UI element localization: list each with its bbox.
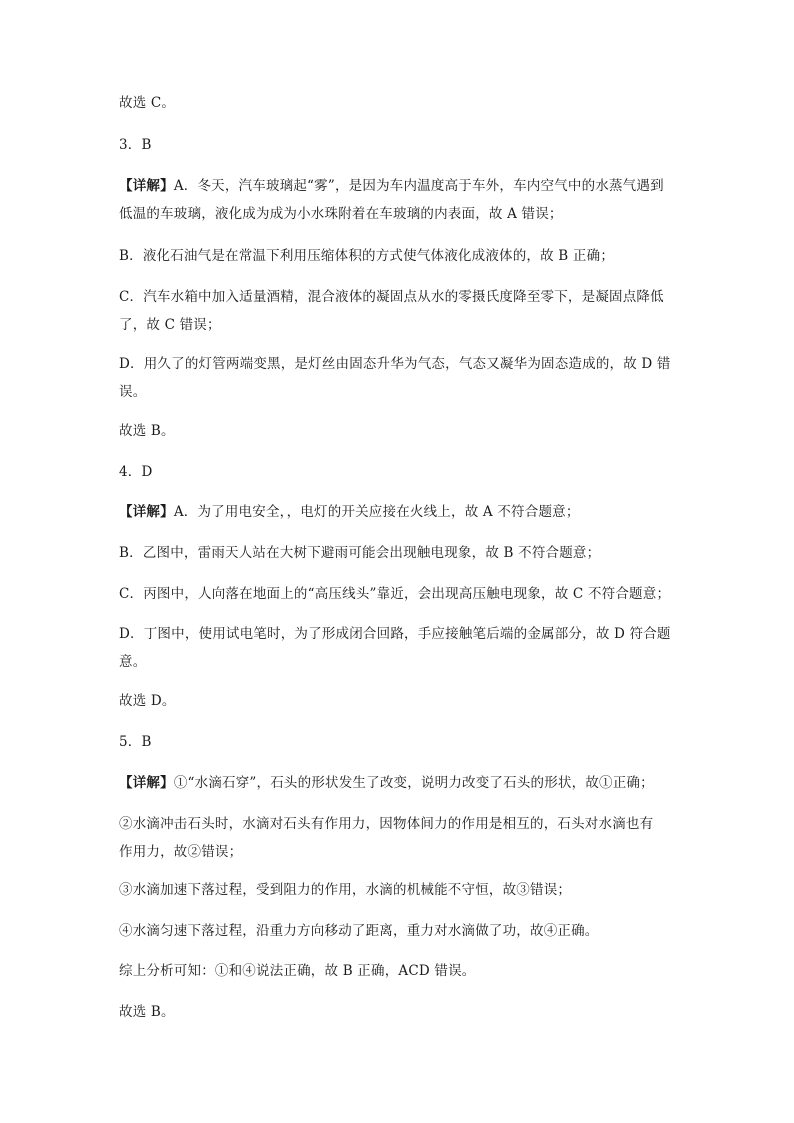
answer-heading: 4．D <box>119 464 153 480</box>
summary-paragraph: 综上分析可知：①和④说法正确，故 B 正确，ACD 错误。 <box>119 963 476 979</box>
explanation-paragraph: 【详解】①“水滴石穿”，石头的形状发生了改变，说明力改变了石头的形状，故①正确； <box>119 775 654 791</box>
analysis-paragraph: ③水滴加速下落过程，受到阻力的作用，水滴的机械能不守恒，故③错误； <box>119 882 572 898</box>
conclusion-line: 故选 B。 <box>119 423 175 439</box>
answer-heading: 3．B <box>119 137 152 153</box>
explanation-paragraph: 【详解】A．为了用电安全，，电灯的开关应接在火线上，故 A 不符合题意； <box>119 504 580 520</box>
option-paragraph: C．丙图中，人向落在地面上的“高压线头”靠近，会出现高压触电现象，故 C 不符合题意； <box>119 586 671 602</box>
option-paragraph: B．乙图中，雷雨天人站在大树下避雨可能会出现触电现象，故 B 不符合题意； <box>119 545 601 561</box>
conclusion-line: 故选 C。 <box>119 95 176 111</box>
detail-label: 【详解】 <box>119 178 174 194</box>
detail-label: 【详解】 <box>119 775 174 791</box>
conclusion-line: 故选 D。 <box>119 693 176 709</box>
option-paragraph: B．液化石油气是在常温下利用压缩体积的方式使气体液化成液体的，故 B 正确； <box>119 248 615 264</box>
option-paragraph: D．用久了的灯管两端变黑，是灯丝由固态升华为气态，气态又凝华为固态造成的，故 D 错 误。 <box>119 356 671 400</box>
analysis-paragraph: ②水滴冲击石头时，水滴对石头有作用力，因物体间力的作用是相互的，石头对水滴也有 作用力，故②错误； <box>119 816 654 860</box>
analysis-paragraph: ④水滴匀速下落过程，沿重力方向移动了距离，重力对水滴做了功，故④正确。 <box>119 923 599 939</box>
explanation-paragraph: 【详解】A．冬天，汽车玻璃起“雾”，是因为车内温度高于车外，车内空气中的水蒸气遇到 低温的车玻璃，液化成为成为小水珠附着在车玻璃的内表面，故 A 错误； <box>119 178 664 222</box>
conclusion-line: 故选 B。 <box>119 1004 175 1020</box>
option-paragraph: C．汽车水箱中加入适量酒精，混合液体的凝固点从水的零摄氏度降至零下，是凝固点降低 了，故 C 错误； <box>119 289 664 333</box>
option-paragraph: D．丁图中，使用试电笔时，为了形成闭合回路，手应接触笔后端的金属部分，故 D 符合题 意。 <box>119 626 671 670</box>
answer-heading: 5．B <box>119 734 152 750</box>
detail-label: 【详解】 <box>119 504 174 520</box>
